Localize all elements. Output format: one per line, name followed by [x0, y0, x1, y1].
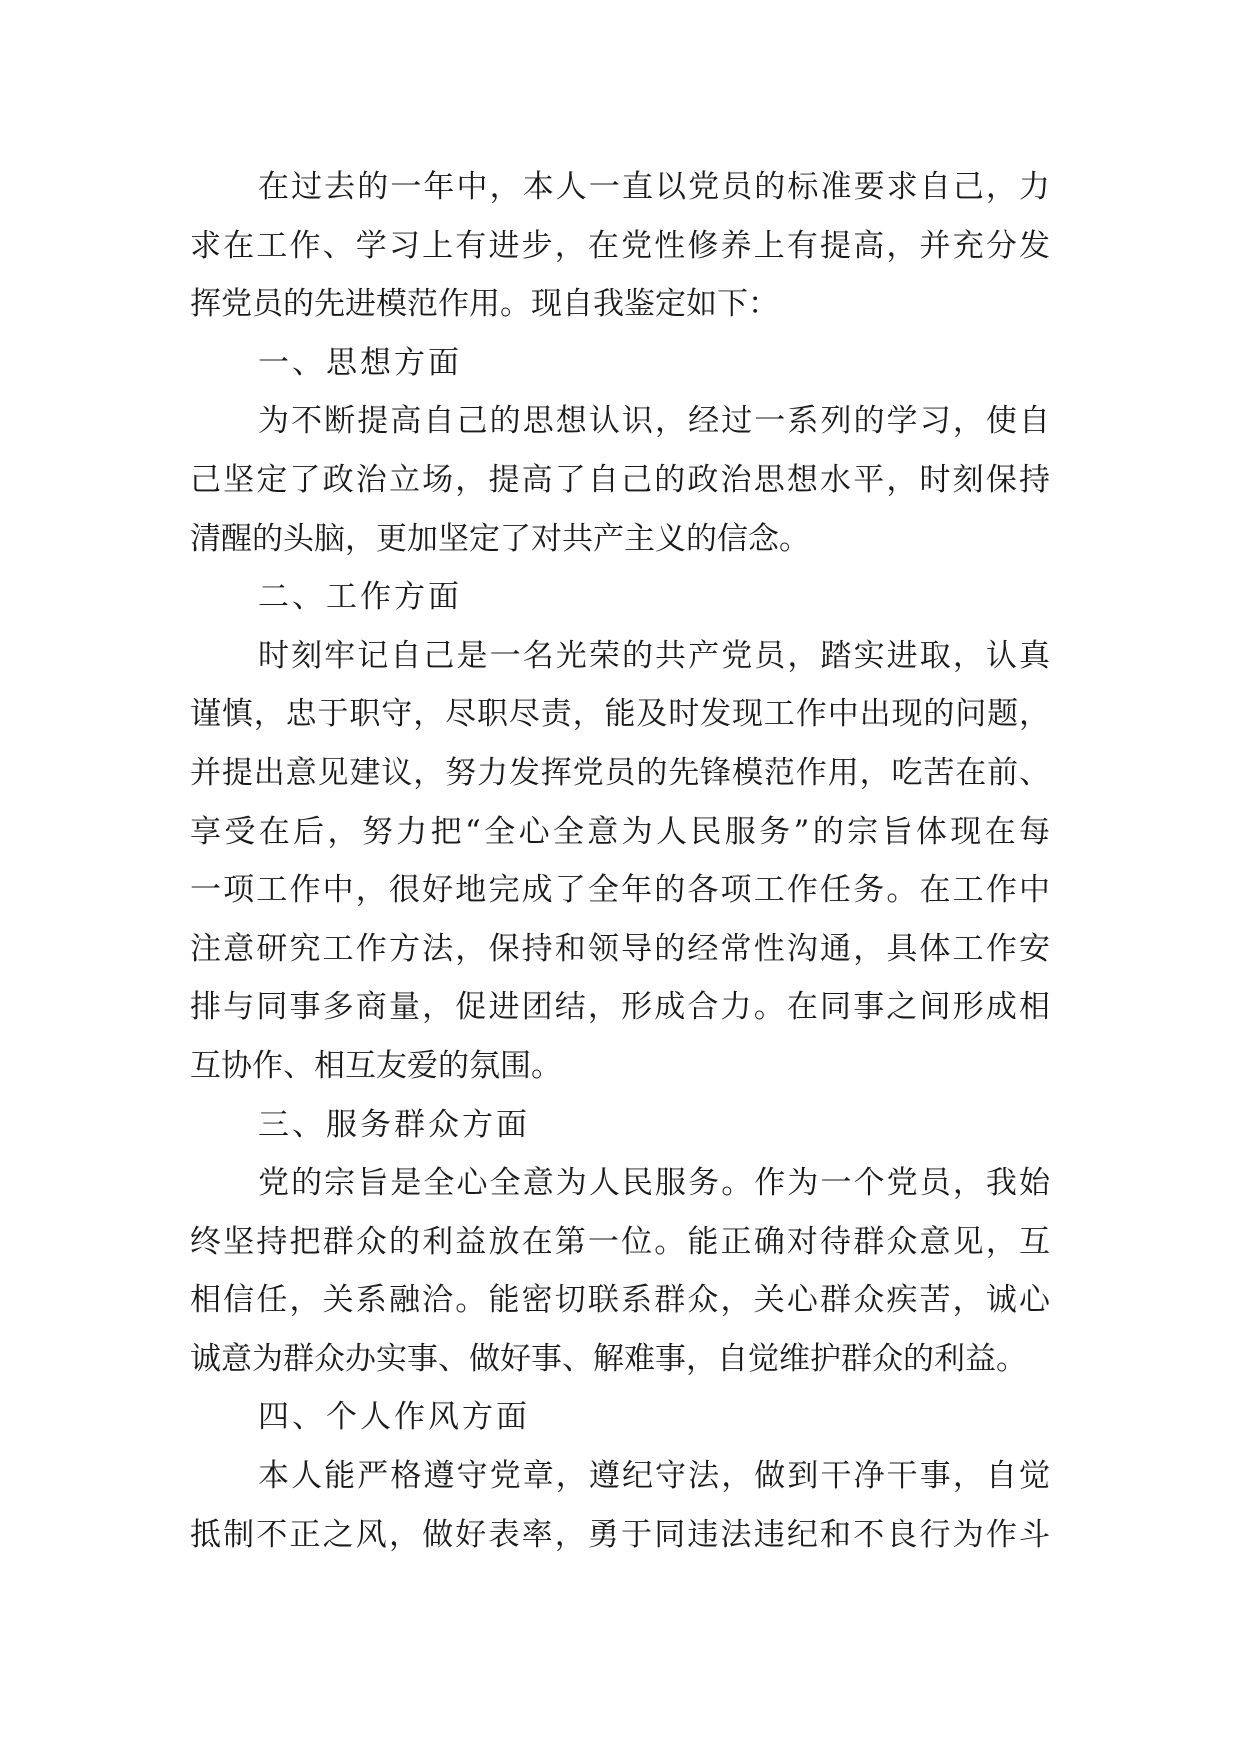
- text-line: 终坚持把群众的利益放在第一位。能正确对待群众意见，互: [190, 1223, 1050, 1260]
- work-paragraph: [190, 627, 1050, 1096]
- text-line: 党的宗旨是全心全意为人民服务。作为一个党员，我始: [258, 1165, 1050, 1202]
- text-line: 谨慎，忠于职守，尽职尽责，能及时发现工作中出现的问题，: [190, 696, 1050, 733]
- text-line: 互协作、相互友爱的氛围。: [190, 1047, 562, 1084]
- text-line: 一项工作中，很好地完成了全年的各项工作任务。在工作中: [190, 872, 1050, 909]
- section-heading-thought: 一、思想方面: [258, 344, 462, 381]
- section-heading-work: 二、工作方面: [258, 579, 462, 616]
- intro-paragraph: [190, 158, 1050, 334]
- style-paragraph: [190, 1447, 1050, 1564]
- text-line: 抵制不正之风，做好表率，勇于同违法违纪和不良行为作斗: [190, 1516, 1050, 1553]
- section-heading-service: 三、服务群众方面: [258, 1106, 530, 1143]
- text-line: 相信任，关系融洽。能密切联系群众，关心群众疾苦，诚心: [190, 1282, 1050, 1319]
- text-line: 己坚定了政治立场，提高了自己的政治思想水平，时刻保持: [190, 461, 1050, 498]
- section-heading-style: 四、个人作风方面: [258, 1399, 530, 1436]
- text-line: 清醒的头脑，更加坚定了对共产主义的信念。: [190, 520, 810, 557]
- text-line: 并提出意见建议，努力发挥党员的先锋模范作用，吃苦在前、: [190, 754, 1050, 791]
- text-line: 注意研究工作方法，保持和领导的经常性沟通，具体工作安: [190, 930, 1050, 967]
- text-line: 挥党员的先进模范作用。现自我鉴定如下：: [190, 286, 779, 323]
- text-line: 为不断提高自己的思想认识，经过一系列的学习，使自: [258, 403, 1050, 440]
- text-line: 诚意为群众办实事、做好事、解难事，自觉维护群众的利益。: [190, 1340, 1027, 1377]
- document-body: [190, 158, 1050, 1564]
- text-line: 在过去的一年中，本人一直以党员的标准要求自己，力: [258, 169, 1050, 205]
- thought-paragraph: [190, 392, 1050, 568]
- text-line: 时刻牢记自己是一名光荣的共产党员，踏实进取，认真: [258, 637, 1050, 674]
- text-line: 排与同事多商量，促进团结，形成合力。在同事之间形成相: [190, 989, 1050, 1026]
- text-line: 求在工作、学习上有进步，在党性修养上有提高，并充分发: [190, 227, 1050, 264]
- text-line: 享受在后，努力把“全心全意为人民服务”的宗旨体现在每: [190, 813, 1050, 850]
- service-paragraph: [190, 1154, 1050, 1388]
- text-line: 本人能严格遵守党章，遵纪守法，做到干净干事，自觉: [258, 1458, 1050, 1495]
